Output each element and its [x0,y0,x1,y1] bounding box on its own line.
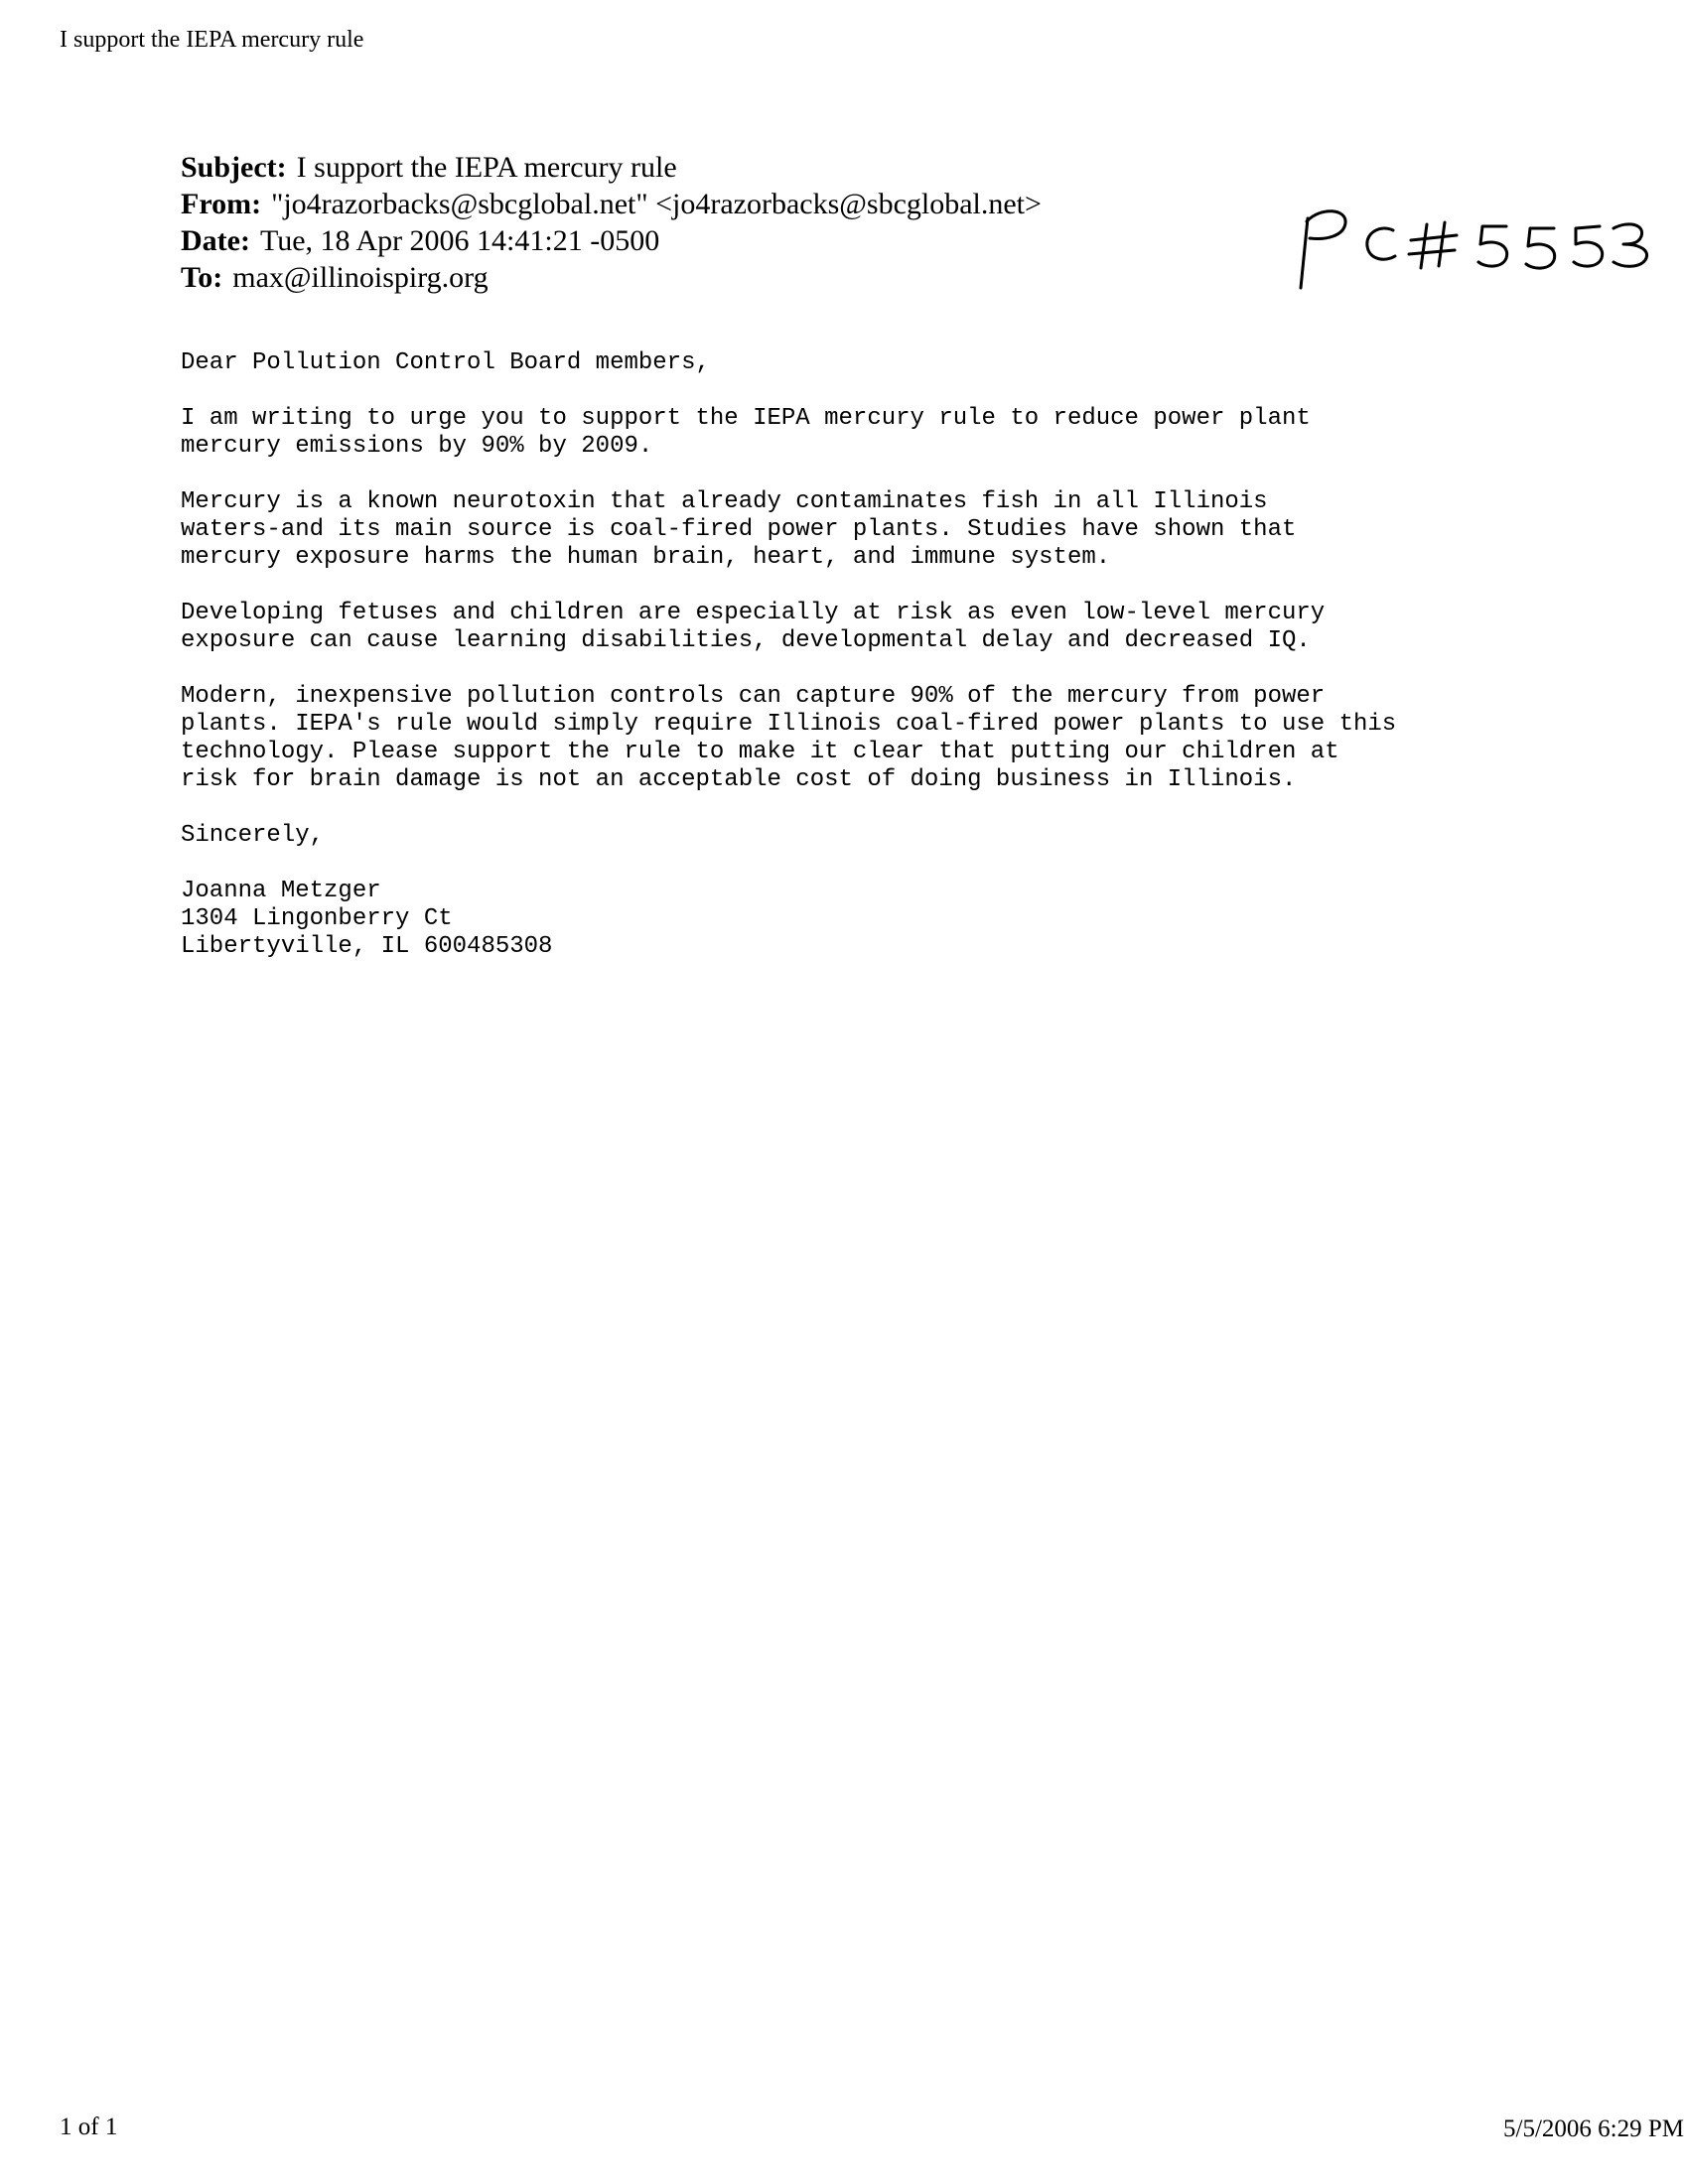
body-paragraph-3: Developing fetuses and children are especially at risk as even low-level mercury exposure can cause learning disabilities, developmental delay and decreased IQ. [181,600,1326,654]
from-label: From: [181,188,262,220]
date-value: Tue, 18 Apr 2006 14:41:21 -0500 [259,224,660,257]
page-count: 1 of 1 [60,2114,118,2140]
body-paragraph-2: Mercury is a known neurotoxin that already contaminates fish in all Illinois waters-and its main source is coal-fired power plants. Studies have shown that mercury exposure harms the human brain, heart, and immune system. [181,488,1297,571]
closing: Sincerely, [181,822,325,849]
page-header-title: I support the IEPA mercury rule [60,27,364,53]
subject-row [181,149,1042,186]
date-row [181,222,1042,259]
body-paragraph-4: Modern, inexpensive pollution controls can capture 90% of the mercury from power plants. IEPA's rule would simply require Illinois coal-fired power plants to use this technology. Please support the rule to make it clear that putting our children at risk for brain damage is not an acceptable cost of doing business in Illinois. [181,683,1397,793]
to-label: To: [181,261,223,294]
printed-timestamp: 5/5/2006 6:29 PM [1503,2116,1684,2142]
signature-block: Joanna Metzger 1304 Lingonberry Ct Libertyville, IL 600485308 [181,878,553,960]
email-header [181,149,1042,296]
message-body [181,349,1591,961]
handwritten-stamp-drawing [1286,189,1668,298]
subject-label: Subject: [181,151,287,184]
greeting: Dear Pollution Control Board members, [181,349,710,376]
handwritten-pc-number [1286,189,1668,298]
from-value: "jo4razorbacks@sbcglobal.net" <jo4razorbacks@sbcglobal.net> [271,188,1042,220]
to-value: max@illinoispirg.org [232,261,489,294]
subject-value: I support the IEPA mercury rule [296,151,677,184]
to-row [181,259,1042,296]
body-paragraph-1: I am writing to urge you to support the IEPA mercury rule to reduce power plant mercury emissions by 90% by 2009. [181,405,1311,460]
from-row [181,186,1042,222]
date-label: Date: [181,224,250,257]
